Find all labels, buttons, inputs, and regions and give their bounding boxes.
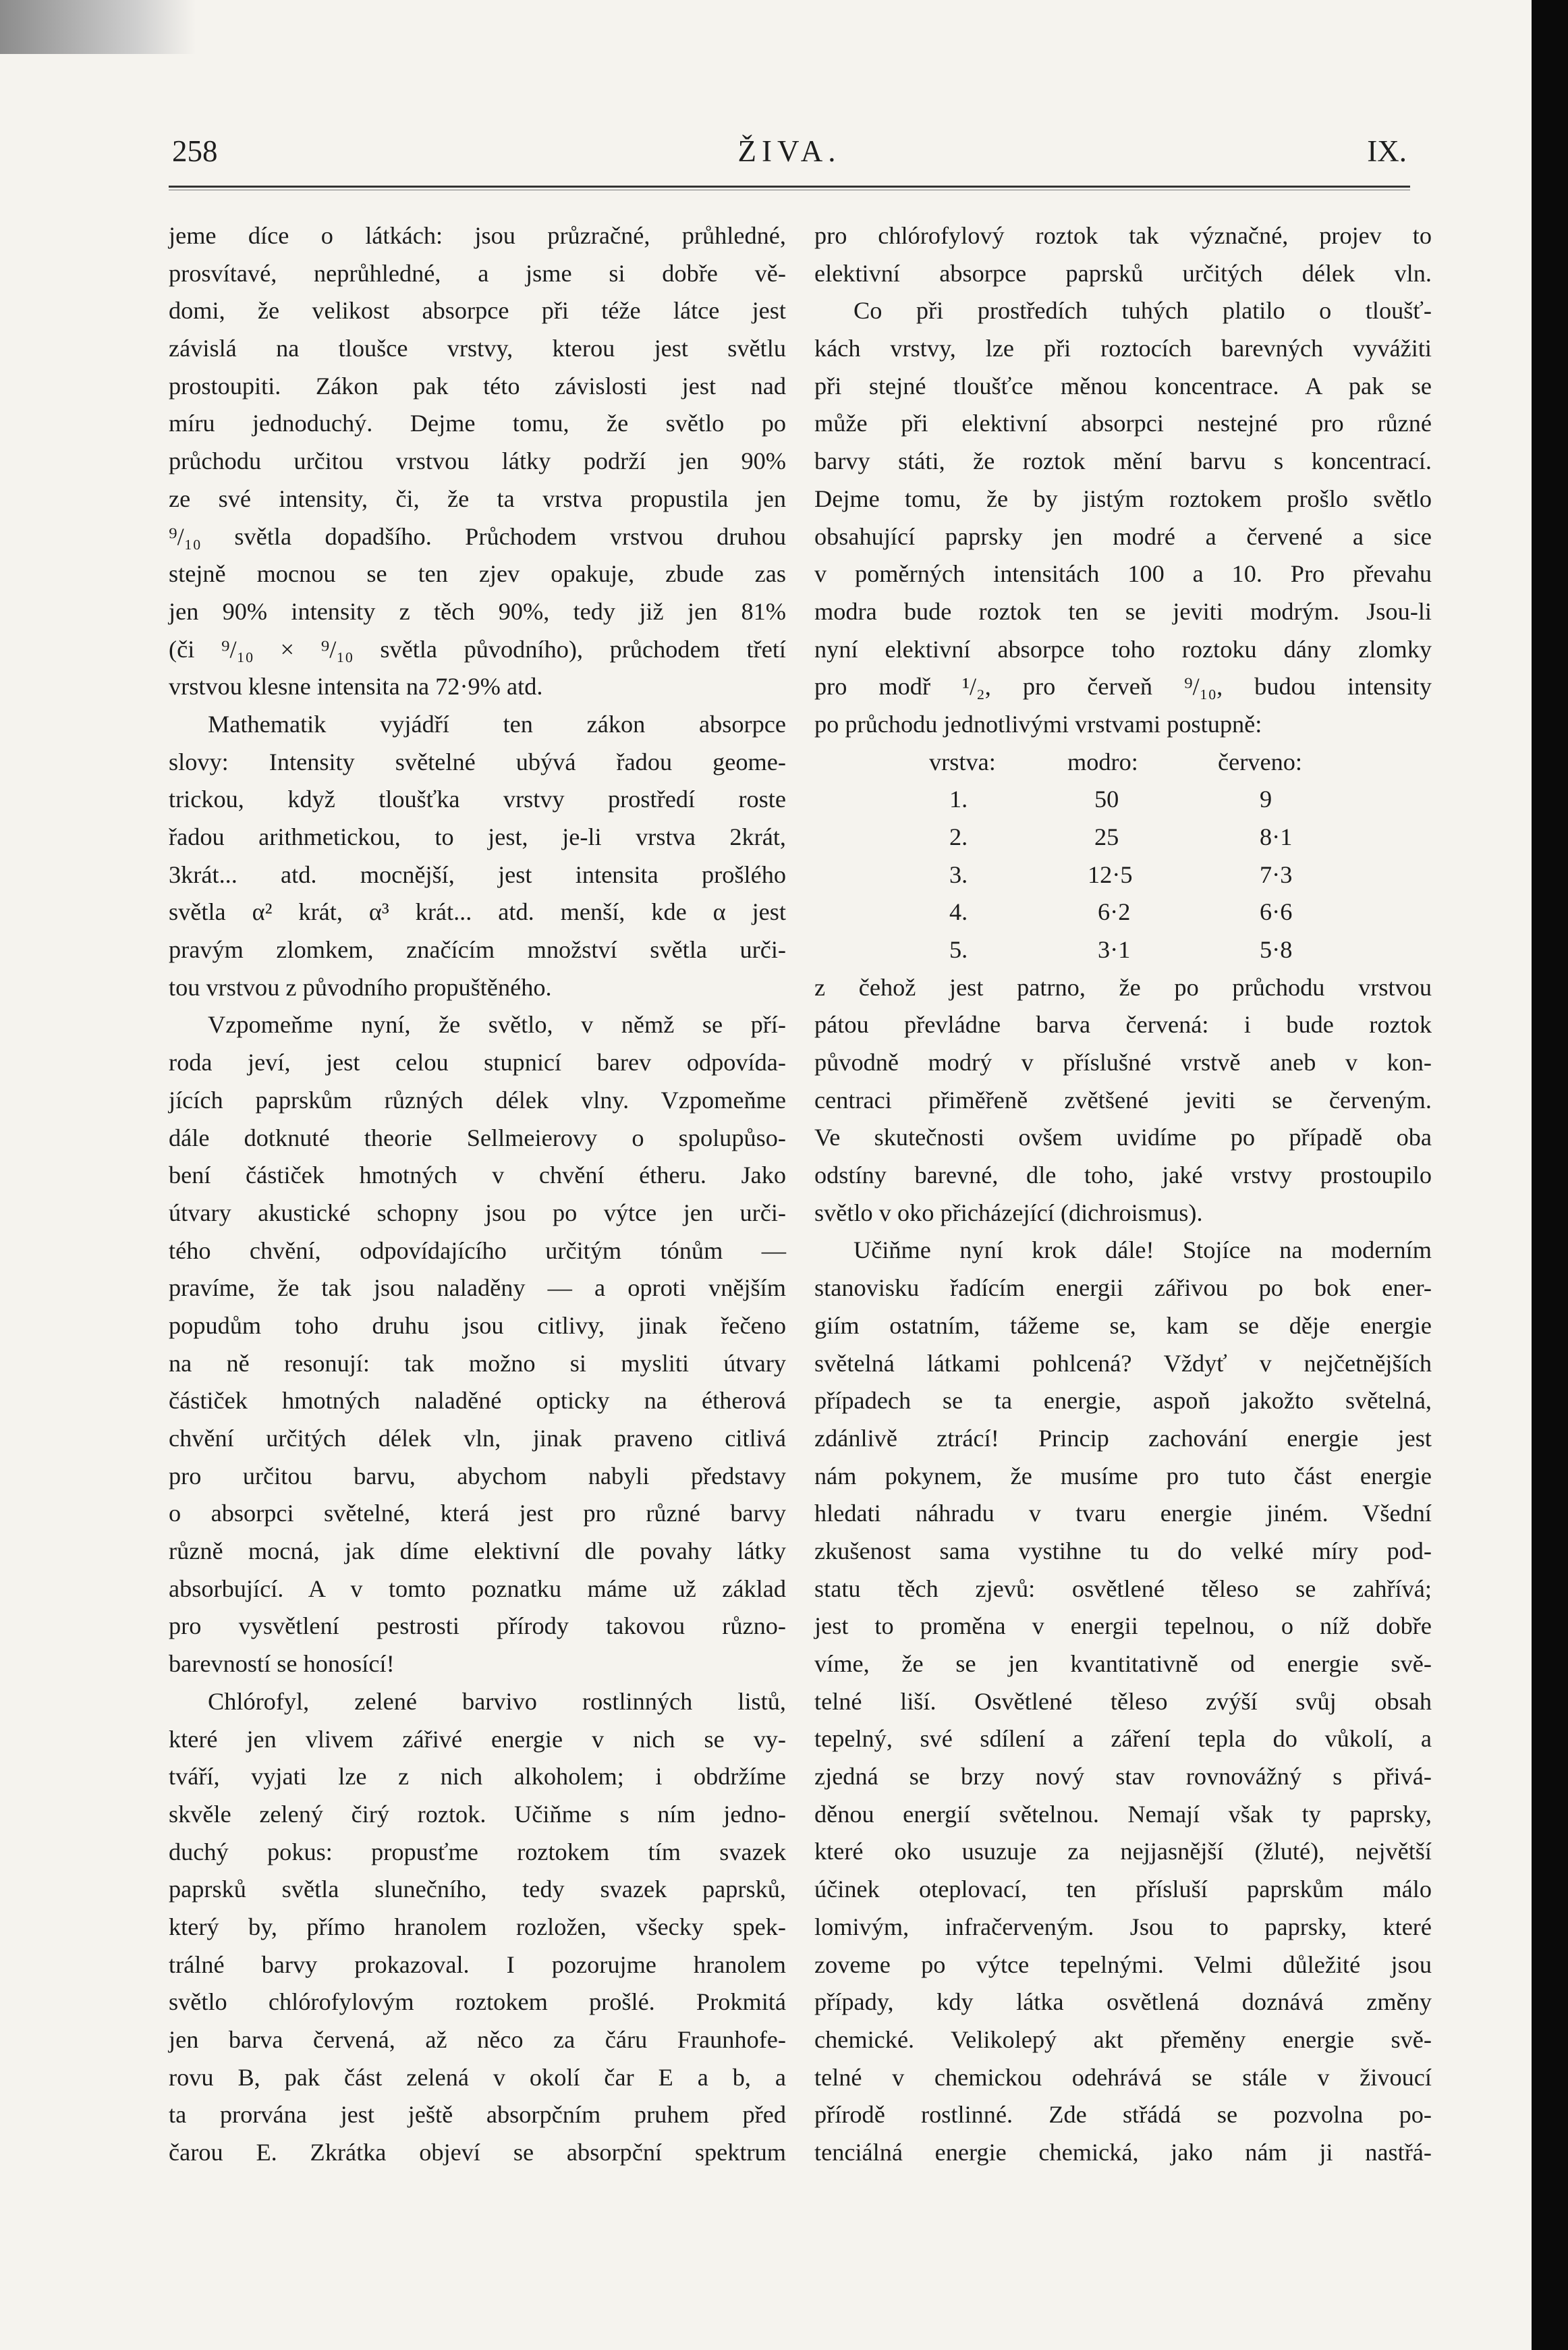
table-row <box>814 819 1432 856</box>
text-line: (či ⁹/₁₀ × ⁹/₁₀ světla původního), průchodem třetí <box>169 635 786 663</box>
text-line: odstíny barevné, dle toho, jaké vrstvy prostoupilo <box>814 1162 1432 1189</box>
scan-artifact <box>0 0 196 54</box>
text-line: přírodě rostlinné. Zde střádá se pozvolna po- <box>814 2101 1432 2129</box>
text-line: víme, že se jen kvantitativně od energie svě- <box>814 1650 1432 1677</box>
text-line: pro modř ¹/₂, pro červeň ⁹/₁₀, budou intensity <box>814 673 1432 701</box>
text-line: tou vrstvou z původního propuštěného. <box>169 973 552 1001</box>
table-row <box>814 931 1432 969</box>
text-line: nám pokynem, že musíme pro tuto část energie <box>814 1462 1432 1490</box>
text-line: jen barva červená, až něco za čáru Fraunhofe- <box>169 2026 786 2053</box>
table-cell-red: 7·3 <box>1260 860 1293 888</box>
text-line: telné liší. Osvětlené těleso zvýší svůj obsah <box>814 1687 1432 1715</box>
table-cell-blue: 6·2 <box>1098 898 1131 926</box>
text-line: míru jednoduchý. Dejme tomu, že světlo po <box>169 410 786 437</box>
text-line: ⁹/₁₀ světla dopadšího. Průchodem vrstvou druhou <box>169 522 786 550</box>
text-line: které jen vlivem zářivé energie v nich se vy- <box>169 1725 786 1753</box>
text-line: duchý pokus: propusťme roztokem tím svazek <box>169 1838 786 1865</box>
table-cell-layer: 1. <box>949 786 968 813</box>
text-line: pravým zlomkem, značícím množství světla urči- <box>169 936 786 964</box>
text-line: tenciálná energie chemická, jako nám ji nastřá- <box>814 2138 1432 2166</box>
text-line: zjedná se brzy nový stav rovnovážný s přivá- <box>814 1763 1432 1791</box>
scan-border <box>1532 0 1568 2350</box>
text-line: modra bude roztok ten se jeviti modrým. Jsou-li <box>814 597 1432 625</box>
text-line: původně modrý v příslušné vrstvě aneb v kon- <box>814 1049 1432 1076</box>
text-line: průchodu určitou vrstvou látky podrží jen 90% <box>169 447 786 475</box>
text-line: Ve skutečnosti ovšem uvidíme po případě oba <box>814 1124 1432 1151</box>
text-line: pro určitou barvu, abychom nabyli představy <box>169 1462 786 1490</box>
text-line: o absorpci světelné, která jest pro různé barvy <box>169 1500 786 1527</box>
text-line: závislá na tloušce vrstvy, kterou jest světlu <box>169 335 786 362</box>
text-line: 3krát... atd. mocnější, jest intensita prošlého <box>169 860 786 888</box>
text-line: elektivní absorpce paprsků určitých délek vln. <box>814 259 1432 287</box>
table-cell-layer: 2. <box>949 823 968 851</box>
text-line: světla α² krát, α³ krát... atd. menší, kde α jest <box>169 898 786 926</box>
table-header-layer: vrstva: <box>929 748 996 775</box>
table-cell-layer: 5. <box>949 936 968 964</box>
text-line: děnou energií světelnou. Nemají však ty paprsky, <box>814 1800 1432 1828</box>
table-cell-layer: 4. <box>949 898 968 926</box>
text-line: zoveme po výtce tepelnými. Velmi důležité jsou <box>814 1950 1432 1978</box>
text-line: ta prorvána jest ještě absorpčním pruhem před <box>169 2101 786 2129</box>
text-line: světlo chlórofylovým roztokem prošlé. Prokmitá <box>169 1988 786 2016</box>
text-line: prosvítavé, neprůhledné, a jsme si dobře vě- <box>169 259 786 287</box>
text-line: absorbující. A v tomto poznatku máme už základ <box>169 1575 786 1602</box>
text-line: pátou převládne barva červená: i bude roztok <box>814 1011 1432 1039</box>
text-line: lomivým, infračerveným. Jsou to paprsky, které <box>814 1913 1432 1940</box>
table-header-red: červeno: <box>1218 748 1302 775</box>
text-line: Dejme tomu, že by jistým roztokem prošlo světlo <box>814 485 1432 512</box>
table-row <box>814 856 1432 894</box>
text-line: dále dotknuté theorie Sellmeierovy o spolupůso- <box>169 1124 786 1151</box>
text-line: slovy: Intensity světelné ubývá řadou geome- <box>169 748 786 775</box>
text-line: barvy státi, že roztok mění barvu s koncentrací. <box>814 447 1432 475</box>
text-line: kách vrstvy, lze při roztocích barevných vyvážiti <box>814 335 1432 362</box>
text-line: trickou, když tloušťka vrstvy prostředí roste <box>169 786 786 813</box>
text-line: při stejné tloušťce měnou koncentrace. A pak se <box>814 372 1432 400</box>
text-line: po průchodu jednotlivými vrstvami postupně: <box>814 710 1262 738</box>
text-line: může při elektivní absorpci nestejné pro různé <box>814 410 1432 437</box>
text-line: stejně mocnou se ten zjev opakuje, zbude zas <box>169 560 786 588</box>
text-line: tepelný, své sdílení a záření tepla do vůkolí, a <box>814 1725 1432 1753</box>
text-line: giím ostatním, tážeme se, kam se děje energie <box>814 1311 1432 1339</box>
text-line: obsahující paprsky jen modré a červené a sice <box>814 522 1432 550</box>
volume-number: IX. <box>1367 134 1407 168</box>
text-line: řadou arithmetickou, to jest, je-li vrstva 2krát, <box>169 823 786 850</box>
text-line: částiček hmotných naladěné opticky na étherová <box>169 1387 786 1415</box>
table-cell-red: 5·8 <box>1260 936 1293 964</box>
table-cell-layer: 3. <box>949 860 968 888</box>
text-line: které oko usuzuje za nejjasnější (žluté), největší <box>814 1838 1432 1865</box>
text-line: účinek oteplovací, ten přísluší paprskům málo <box>814 1876 1432 1903</box>
text-line: tváří, vyjati lze z nich alkoholem; i obdržíme <box>169 1763 786 1791</box>
table-cell-blue: 12·5 <box>1088 860 1133 888</box>
text-line: útvary akustické schopny jsou po výtce jen urči- <box>169 1199 786 1226</box>
text-line: skvěle zelený čirý roztok. Učiňme s ním jedno- <box>169 1800 786 1828</box>
text-line: zkušenost sama vystihne tu do velké míry pod- <box>814 1537 1432 1564</box>
text-line: domi, že velikost absorpce při téže látce jest <box>169 297 786 325</box>
text-line: pravíme, že tak jsou naladěny — a oproti vnějším <box>169 1274 786 1302</box>
text-line: Co při prostředích tuhých platilo o tloušť- <box>853 297 1432 325</box>
text-line: roda jeví, jest celou stupnicí barev odpovída- <box>169 1049 786 1076</box>
table-row <box>814 781 1432 819</box>
header-rule <box>169 186 1410 190</box>
table-header-row <box>814 744 1432 782</box>
text-line: jest to proměna v energii tepelnou, o níž dobře <box>814 1612 1432 1640</box>
text-line: ze své intensity, či, že ta vrstva propustila jen <box>169 485 786 512</box>
text-line: telné v chemickou odehrává se stále v živoucí <box>814 2063 1432 2091</box>
text-line: jen 90% intensity z těch 90%, tedy již jen 81% <box>169 597 786 625</box>
text-line: chvění určitých délek vln, jinak praveno citlivá <box>169 1425 786 1452</box>
text-line: čarou E. Zkrátka objeví se absorpční spektrum <box>169 2139 786 2166</box>
table-header-blue: modro: <box>1067 748 1138 775</box>
text-line: Chlórofyl, zelené barvivo rostlinných listů, <box>208 1687 786 1715</box>
text-line: popudům toho druhu jsou citlivy, jinak řečeno <box>169 1311 786 1339</box>
text-line: centraci přiměřeně zvětšené jeviti se červeným. <box>814 1086 1432 1114</box>
text-line: trálné barvy prokazoval. I pozorujme hranolem <box>169 1950 786 1978</box>
text-line: Mathematik vyjádří ten zákon absorpce <box>208 710 786 738</box>
text-line: paprsků světla slunečního, tedy svazek paprsků, <box>169 1876 786 1903</box>
text-line: z čehož jest patrno, že po průchodu vrstvou <box>814 973 1432 1001</box>
text-line: Učiňme nyní krok dále! Stojíce na moderním <box>853 1236 1432 1264</box>
table-cell-blue: 25 <box>1094 823 1119 851</box>
journal-title: ŽIVA. <box>737 134 841 168</box>
running-header <box>172 134 1407 181</box>
text-line: který by, přímo hranolem rozložen, všecky spek- <box>169 1913 786 1940</box>
text-line: jících paprskům různých délek vlny. Vzpomeňme <box>169 1086 786 1114</box>
text-line: světelná látkami pohlcená? Vždyť v nejčetnějších <box>814 1349 1432 1377</box>
text-line: případech se ta energie, aspoň jakožto světelná, <box>814 1387 1432 1415</box>
text-line: různě mocná, jak díme elektivní dle povahy látky <box>169 1537 786 1565</box>
absorption-table <box>814 744 1432 969</box>
table-cell-blue: 50 <box>1094 786 1119 813</box>
text-line: světlo v oko přicházející (dichroismus). <box>814 1199 1203 1226</box>
table-cell-red: 6·6 <box>1260 898 1293 926</box>
text-line: nyní elektivní absorpce toho roztoku dány zlomky <box>814 635 1432 663</box>
table-row <box>814 894 1432 931</box>
text-line: v poměrných intensitách 100 a 10. Pro převahu <box>814 560 1432 588</box>
text-line: pro chlórofylový roztok tak význačné, projev to <box>814 222 1432 249</box>
text-line: případy, kdy látka osvětlená doznává změny <box>814 1988 1432 2016</box>
text-line: Vzpomeňme nyní, že světlo, v němž se pří- <box>208 1011 786 1039</box>
text-line: bení částiček hmotných v chvění étheru. Jako <box>169 1162 786 1189</box>
text-line: jeme díce o látkách: jsou průzračné, průhledné, <box>169 222 786 249</box>
text-line: na ně resonují: tak možno si mysliti útvary <box>169 1349 786 1377</box>
text-line: chemické. Velikolepý akt přeměny energie svě- <box>814 2025 1432 2053</box>
table-cell-blue: 3·1 <box>1098 936 1131 964</box>
text-line: pro vysvětlení pestrosti přírody takovou různo- <box>169 1612 786 1640</box>
text-line: barevností se honosící! <box>169 1650 395 1678</box>
right-column <box>814 217 1432 2172</box>
text-line: zdánlivě ztrácí! Princip zachování energie jest <box>814 1424 1432 1452</box>
table-cell-red: 8·1 <box>1260 823 1293 851</box>
text-line: hledati náhradu v tvaru energie jiném. Všední <box>814 1500 1432 1527</box>
table-cell-red: 9 <box>1260 786 1272 813</box>
text-line: statu těch zjevů: osvětlené těleso se zahřívá; <box>814 1575 1432 1602</box>
text-line: rovu B, pak část zelená v okolí čar E a b, a <box>169 2063 786 2091</box>
text-line: tého chvění, odpovídajícího určitým tónům — <box>169 1236 786 1264</box>
text-line: prostoupiti. Zákon pak této závislosti jest nad <box>169 372 786 400</box>
page-number: 258 <box>172 134 218 168</box>
text-line: vrstvou klesne intensita na 72·9% atd. <box>169 673 543 701</box>
left-column <box>169 217 786 2172</box>
text-line: stanovisku řadícím energii zářivou po bok ener- <box>814 1274 1432 1302</box>
